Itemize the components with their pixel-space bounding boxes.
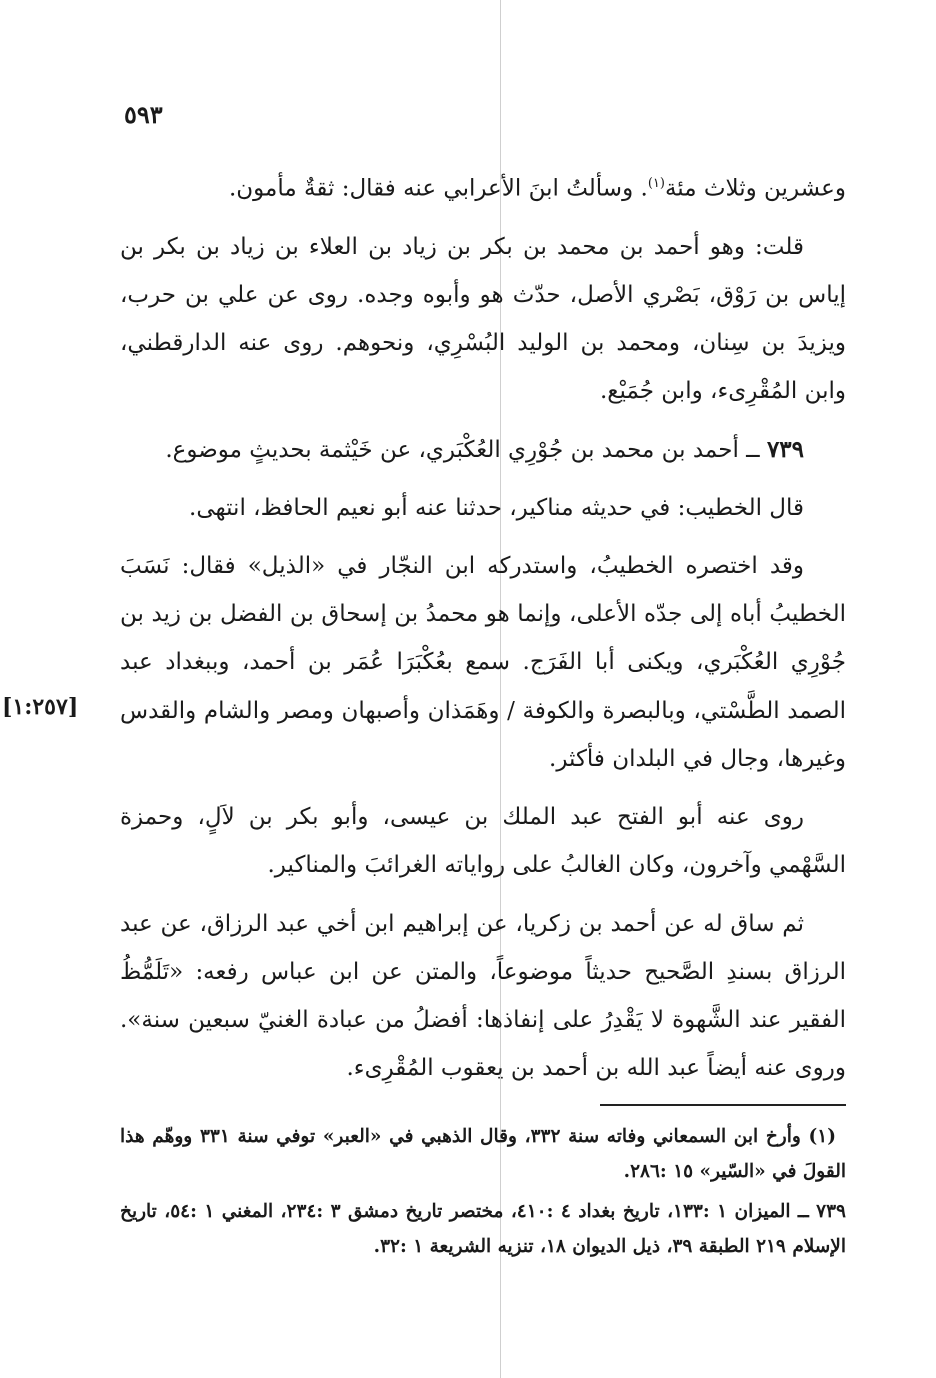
footnote-marker: ٧٣٩ [816,1201,846,1222]
paragraph-text: وقد اختصره الخطيبُ، واستدركه ابن النجّار في «الذيل» فقال: نَسَبَ الخطيبُ أباه إلى جدّه الأعلى، وإنما هو محمدُ بن إسحاق بن الفضل بن زيد بن جُوْرِي العُكْبَري، ويكنى أبا الفَرَج. سمع بعُكْبَرَا عُمَر بن أحمد، وببغداد عبد الصمد الطَّسْتي، وبالبصرة والكوفة [120,553,846,724]
marginal-reference: [١:٢٥٧] [2,694,79,720]
paragraph-text: . وسألتُ ابنَ الأعرابي عنه فقال: ثقةٌ مأمون. [228,175,648,202]
page-break-mark: / [499,697,523,724]
paragraph-text: وعشرين وثلاث مئة [664,175,846,202]
entry-heading [120,426,846,474]
entry-number: ٧٣٩ [766,435,804,463]
paragraph-text: وهَمَذان وأصبهان ومصر والشام والقدس وغيرها، وجال في البلدان فأكثر. [120,697,846,772]
paragraph: قال الخطيب: في حديثه مناكير، حدثنا عنه أبو نعيم الحافظ، انتهى. [189,494,804,521]
entry-text: ــ أحمد بن محمد بن جُوْرِي العُكْبَري، عن خَيْثمة بحديثٍ موضوع. [165,436,767,463]
footnote [120,1195,846,1264]
paragraph: قلت: وهو أحمد بن محمد بن بكر بن زياد بن العلاء بن زياد بن بكر بن إياس بن رَوْق، بَصْري الأصل، حدّث هو وأبوه وجده. روى عن علي بن حرب، ويزيدَ بن سِنان، ومحمد بن الوليد البُسْرِي، ونحوهم. روى عنه الدارقطني، وابن المُقْرِىء، وابن جُمَيْع. [120,233,846,405]
paragraph [120,160,846,213]
footnote-text: وأرخ ابن السمعاني وفاته سنة ٣٣٢، وقال الذهبي في «العبر» توفي سنة ٣٣١ ووهّم هذا القولَ في «السّير» ١٥ :٢٨٦. [120,1126,846,1182]
footnote-divider [600,1104,846,1106]
paragraph: ثم ساق له عن أحمد بن زكريا، عن إبراهيم ابن أخي عبد الرزاق، عن عبد الرزاق بسندِ الصَّحيح حديثاً موضوعاً، والمتن عن ابن عباس رفعه: «تَلَمُّظُ الفقير عند الشَّهوة لا يَقْدِرُ على إنفاذها: أفضلُ من عبادة الغنيّ سبعين سنة». وروى عنه أيضاً عبد الله بن أحمد بن يعقوب المُقْرِىء. [120,910,846,1082]
footnote-text: ــ الميزان ١ :١٣٣، تاريخ بغداد ٤ :٤١٠، مختصر تاريخ دمشق ٣ :٢٣٤، المغني ١ :٥٤، تاريخ الإسلام ٢١٩ الطبقة ٣٩، ذيل الديوان ١٨، تنزيه الشريعة ١ :٣٢. [120,1201,846,1257]
main-text [120,160,846,1102]
footnote [120,1120,846,1189]
paragraph [120,542,846,783]
page-number: ٥٩٣ [124,100,163,129]
footnote-marker: (١) [808,1126,836,1147]
paragraph: روى عنه أبو الفتح عبد الملك بن عيسى، وأبو بكر بن لاَلٍ، وحمزة السَّهْمي وآخرون، وكان الغالبُ على رواياته الغرائبَ والمناكير. [120,804,846,879]
footnote-marker: (١) [647,176,665,191]
footnotes [120,1120,846,1270]
